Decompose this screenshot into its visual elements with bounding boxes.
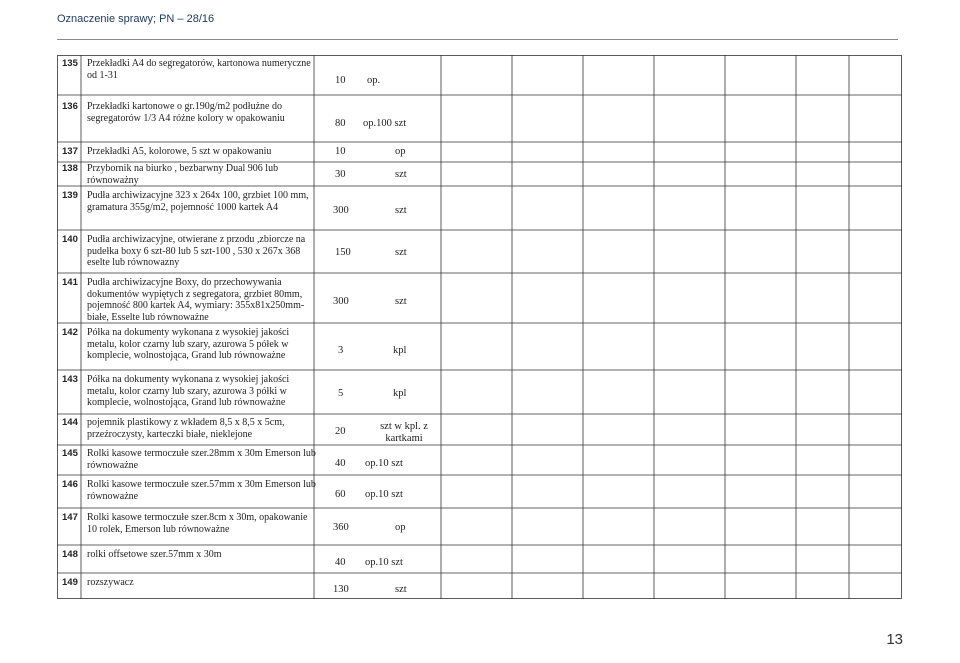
row-number: 146 [62, 479, 78, 490]
row-unit: szt [395, 296, 407, 307]
row-description: Półka na dokumenty wykonana z wysokiej jakości metalu, kolor czarny lub szary, azurowa 3 półki w komplecie, wolnostojąca, Grand lub równoważne [87, 374, 290, 408]
row-unit: op.100 szt [363, 118, 407, 129]
row-quantity: 300 [333, 205, 349, 216]
document-header-title: Oznaczenie sprawy; PN – 28/16 [57, 13, 215, 25]
row-unit: szt [395, 169, 407, 180]
row-unit: kpl [393, 388, 407, 399]
row-quantity: 5 [338, 388, 344, 399]
row-description: Rolki kasowe termoczułe szer.57mm x 30m Emerson lub równoważne [87, 479, 316, 502]
row-unit: szt [395, 584, 407, 595]
row-unit: op [395, 146, 406, 157]
row-description: Rolki kasowe termoczułe szer.28mm x 30m Emerson lub równoważne [87, 448, 316, 471]
row-number: 140 [62, 234, 78, 245]
row-number: 139 [62, 190, 78, 201]
row-number: 149 [62, 577, 78, 588]
row-unit: szt [395, 247, 407, 258]
row-description: Półka na dokumenty wykonana z wysokiej jakości metalu, kolor czarny lub szary, azurowa 5 półek w komplecie, wolnostojąca, Grand lub równoważne [87, 327, 290, 361]
row-unit: kpl [393, 345, 407, 356]
row-unit: op.10 szt [365, 557, 403, 568]
row-quantity: 10 [335, 146, 346, 157]
row-description: Przekładki A4 do segregatorów, kartonowa numeryczne od 1-31 [87, 58, 311, 81]
row-number: 147 [62, 512, 78, 523]
row-quantity: 300 [333, 296, 349, 307]
row-quantity: 150 [335, 247, 351, 258]
row-number: 148 [62, 549, 78, 560]
row-quantity: 30 [335, 169, 346, 180]
row-description: rozszywacz [87, 577, 134, 588]
header-divider [57, 39, 898, 40]
row-unit: op. [367, 75, 381, 86]
row-quantity: 360 [333, 522, 349, 533]
page-number: 13 [886, 631, 903, 648]
row-number: 145 [62, 448, 78, 459]
row-number: 144 [62, 417, 78, 428]
row-number: 135 [62, 58, 78, 69]
row-quantity: 80 [335, 118, 346, 129]
row-unit: szt [395, 205, 407, 216]
row-number: 137 [62, 146, 78, 157]
row-quantity: 40 [335, 557, 346, 568]
row-description: Rolki kasowe termoczułe szer.8cm x 30m, opakowanie 10 rolek, Emerson lub równoważne [87, 512, 308, 535]
row-description: Przekładki kartonowe o gr.190g/m2 podłużne do segregatorów 1/3 A4 różne kolory w opakowaniu [87, 101, 285, 124]
items-table [57, 55, 902, 599]
row-unit: szt w kpl. z kartkami [380, 421, 428, 444]
row-quantity: 20 [335, 426, 346, 437]
row-number: 143 [62, 374, 78, 385]
row-number: 138 [62, 163, 78, 174]
row-number: 141 [62, 277, 78, 288]
row-description: Pudła archiwizacyjne, otwierane z przodu ,zbiorcze na pudełka boxy 6 szt-80 lub 5 szt-100 , 530 x 267x 368 eselte lub równowazny [87, 234, 306, 268]
row-quantity: 40 [335, 458, 346, 469]
row-unit: op [395, 522, 406, 533]
row-quantity: 3 [338, 345, 344, 356]
row-description: Pudła archiwizacyjne Boxy, do przechowywania dokumentów wypiętych z segregatora, grzbiet 80mm, pojemność 800 kartek A4, wymiary: 355x81x250mm- białe, Esselte lub równoważne [87, 277, 305, 323]
row-quantity: 130 [333, 584, 349, 595]
row-quantity: 60 [335, 489, 346, 500]
row-description: Przybornik na biurko , bezbarwny Dual 906 lub równoważny [87, 163, 279, 186]
row-unit: op.10 szt [365, 458, 403, 469]
row-number: 142 [62, 327, 78, 338]
row-number: 136 [62, 101, 78, 112]
row-description: pojemnik plastikowy z wkładem 8,5 x 8,5 x 5cm, przeźroczysty, karteczki białe, nieklejone [87, 417, 285, 440]
row-unit: op.10 szt [365, 489, 403, 500]
row-description: Przekładki A5, kolorowe, 5 szt w opakowaniu [87, 146, 272, 157]
row-description: rolki offsetowe szer.57mm x 30m [87, 549, 222, 560]
row-quantity: 10 [335, 75, 346, 86]
row-description: Pudła archiwizacyjne 323 x 264x 100, grzbiet 100 mm, gramatura 355g/m2, pojemność 1000 kartek A4 [87, 190, 309, 213]
